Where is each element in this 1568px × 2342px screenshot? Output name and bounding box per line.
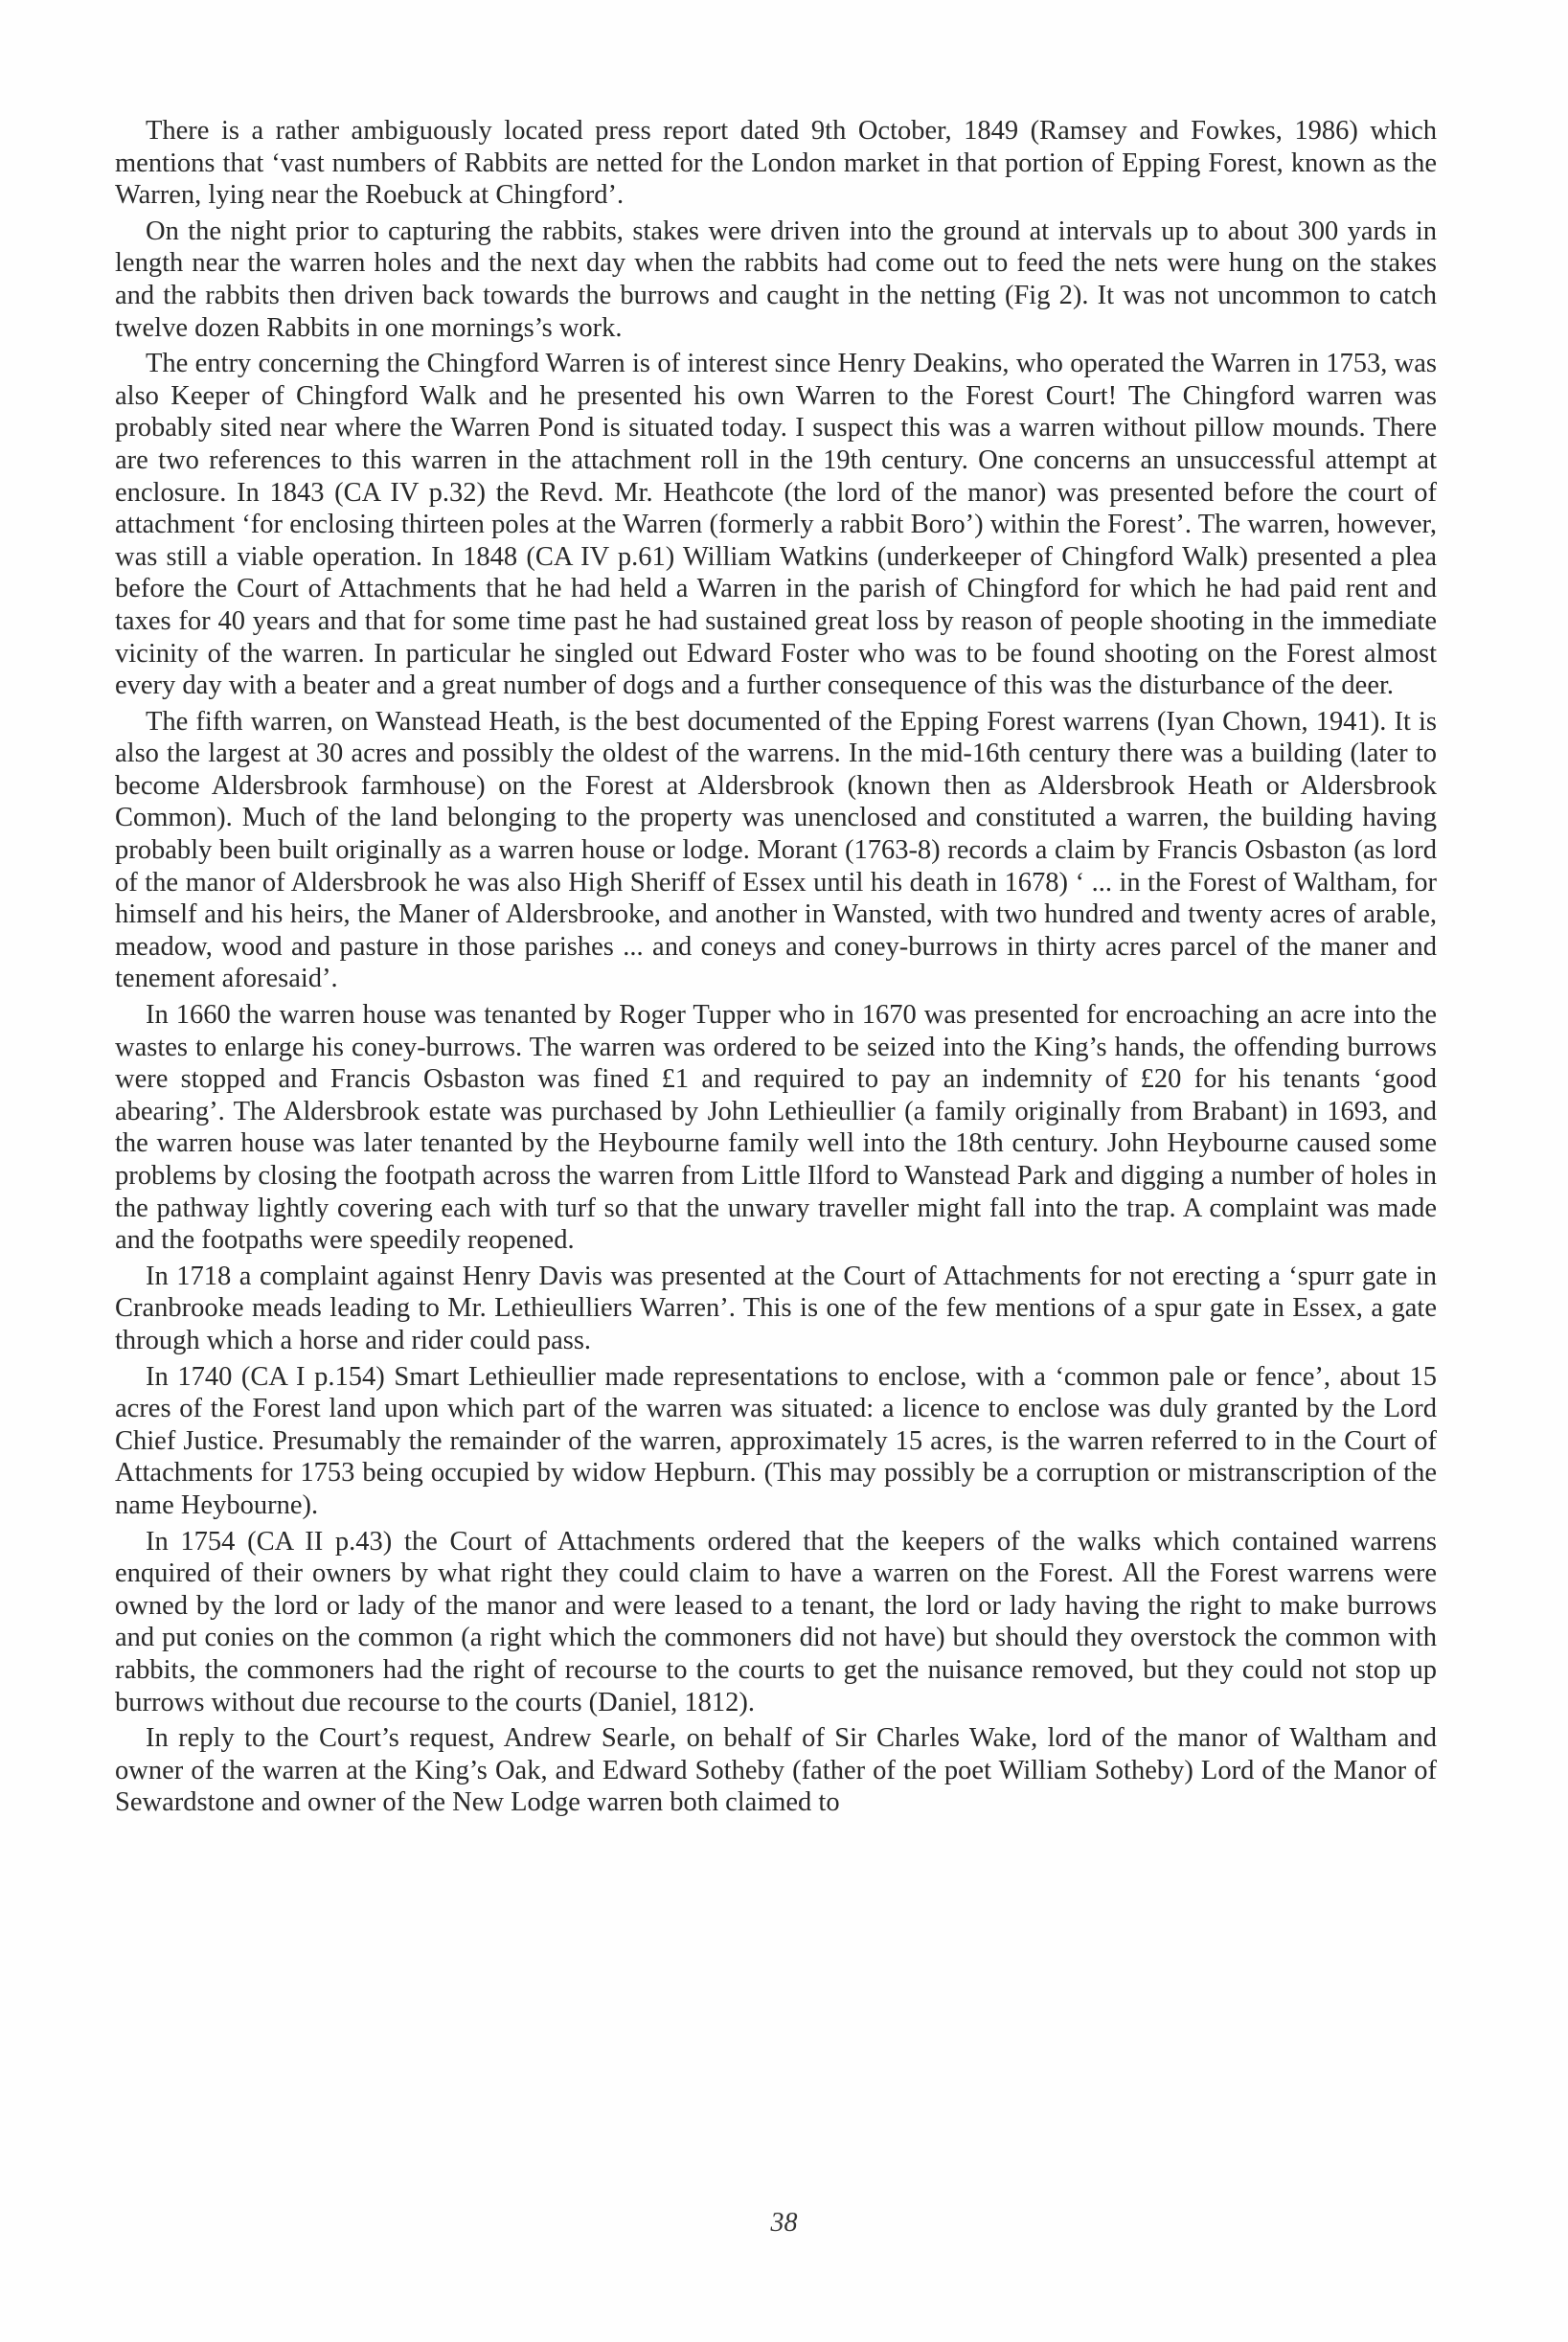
paragraph: In 1718 a complaint against Henry Davis was presented at the Court of Attachments for not erecting a ‘spurr gate in Cranbrooke meads leading to Mr. Lethieulliers Warren’. This is one of the few mentions of a spur gate in Essex, a gate through which a horse and rider could pass. xyxy=(115,1261,1437,1355)
page-number: 38 xyxy=(770,2208,798,2238)
paragraph: In 1754 (CA II p.43) the Court of Attachments ordered that the keepers of the walks which contained warrens enquired of their owners by what right they could claim to have a warren on the Forest. All the Forest warrens were owned by the lord or lady of the manor and were leased to a tenant, the lord or lady having the right to make burrows and put conies on the common (a right which the commoners did not have) but should they overstock the common with rabbits, the commoners had the right of recourse to the courts to get the nuisance removed, but they could not stop up burrows without due recourse to the courts (Daniel, 1812). xyxy=(115,1526,1437,1717)
text-column xyxy=(115,115,1437,1823)
paragraph: In 1660 the warren house was tenanted by Roger Tupper who in 1670 was presented for encroaching an acre into the wastes to enlarge his coney-burrows. The warren was ordered to be seized into the King’s hands, the offending burrows were stopped and Francis Osbaston was fined £1 and required to pay an indemnity of £20 for his tenants ‘good abearing’. The Aldersbrook estate was purchased by John Lethieullier (a family originally from Brabant) in 1693, and the warren house was later tenanted by the Heybourne family well into the 18th century. John Heybourne caused some problems by closing the footpath across the warren from Little Ilford to Wanstead Park and digging a number of holes in the pathway lightly covering each with turf so that the unwary traveller might fall into the trap. A complaint was made and the footpaths were speedily reopened. xyxy=(115,1000,1437,1256)
paragraph: There is a rather ambiguously located press report dated 9th October, 1849 (Ramsey and Fowkes, 1986) which mentions that ‘vast numbers of Rabbits are netted for the London market in that portion of Epping Forest, known as the Warren, lying near the Roebuck at Chingford’. xyxy=(115,116,1437,211)
paragraph: On the night prior to capturing the rabbits, stakes were driven into the ground at intervals up to about 300 yards in length near the warren holes and the next day when the rabbits had come out to feed the nets were hung on the stakes and the rabbits then driven back towards the burrows and caught in the netting (Fig 2). It was not uncommon to catch twelve dozen Rabbits in one mornings’s work. xyxy=(115,216,1437,343)
paragraph: In reply to the Court’s request, Andrew Searle, on behalf of Sir Charles Wake, lord of the manor of Waltham and owner of the warren at the King’s Oak, and Edward Sotheby (father of the poet William Sotheby) Lord of the Manor of Sewardstone and owner of the New Lodge warren both claimed to xyxy=(115,1723,1437,1818)
paragraph: In 1740 (CA I p.154) Smart Lethieullier made representations to enclose, with a ‘common pale or fence’, about 15 acres of the Forest land upon which part of the warren was situated: a licence to enclose was duly granted by the Lord Chief Justice. Presumably the remainder of the warren, approximately 15 acres, is the warren referred to in the Court of Attachments for 1753 being occupied by widow Hepburn. (This may possibly be a corruption or mistranscription of the name Heybourne). xyxy=(115,1361,1437,1520)
paragraph: The fifth warren, on Wanstead Heath, is the best documented of the Epping Forest warrens (Iyan Chown, 1941). It is also the largest at 30 acres and possibly the oldest of the warrens. In the mid-16th century there was a building (later to become Aldersbrook farmhouse) on the Forest at Aldersbrook (known then as Aldersbrook Heath or Aldersbrook Common). Much of the land belonging to the property was unenclosed and constituted a warren, the building having probably been built originally as a warren house or lodge. Morant (1763-8) records a claim by Francis Osbaston (as lord of the manor of Aldersbrook he was also High Sheriff of Essex until his death in 1678) ‘ ... in the Forest of Waltham, for himself and his heirs, the Maner of Aldersbrooke, and another in Wansted, with two hundred and twenty acres of arable, meadow, wood and pasture in those parishes ... and coneys and coney-burrows in thirty acres parcel of the maner and tenement aforesaid’. xyxy=(115,706,1437,994)
paragraph: The entry concerning the Chingford Warren is of interest since Henry Deakins, who operated the Warren in 1753, was also Keeper of Chingford Walk and he presented his own Warren to the Forest Court! The Chingford warren was probably sited near where the Warren Pond is situated today. I suspect this was a warren without pillow mounds. There are two references to this warren in the attachment roll in the 19th century. One concerns an unsuccessful attempt at enclosure. In 1843 (CA IV p.32) the Revd. Mr. Heathcote (the lord of the manor) was presented before the court of attachment ‘for enclosing thirteen poles at the Warren (formerly a rabbit Boro’) within the Forest’. The warren, however, was still a viable operation. In 1848 (CA IV p.61) William Watkins (underkeeper of Chingford Walk) presented a plea before the Court of Attachments that he had held a Warren in the parish of Chingford for which he had paid rent and taxes for 40 years and that for some time past he had sustained great loss by reason of people shooting in the immediate vicinity of the warren. In particular he singled out Edward Foster who was to be found shooting on the Forest almost every day with a beater and a great number of dogs and a further consequence of this was the disturbance of the deer. xyxy=(115,349,1437,701)
